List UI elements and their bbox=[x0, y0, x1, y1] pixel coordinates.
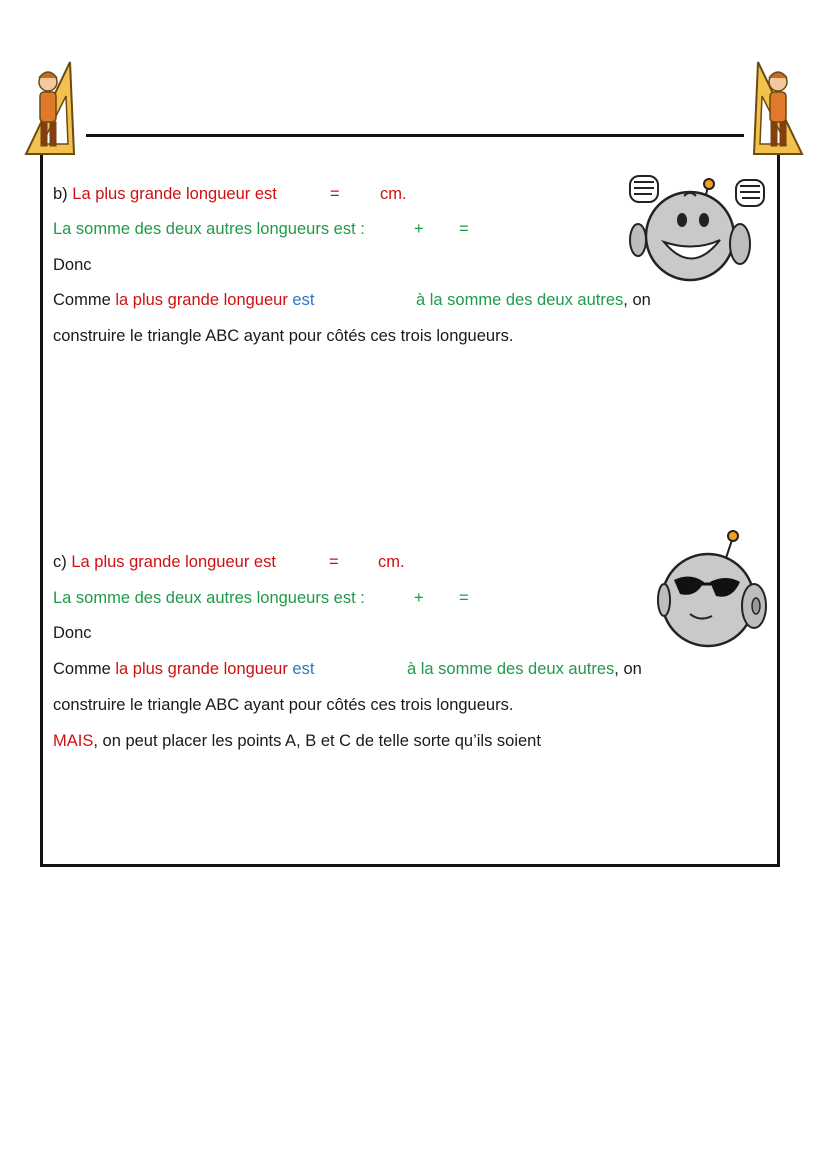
c-prefix: c) bbox=[53, 553, 67, 571]
b-on: , on bbox=[623, 291, 651, 309]
b-comme: Comme bbox=[53, 291, 111, 309]
b-construct-line: construire le triangle ABC ayant pour côtés ces trois longueurs. bbox=[53, 327, 514, 345]
b-est: est bbox=[292, 291, 315, 309]
b-prefix: b) bbox=[53, 185, 68, 203]
cheering-robot-icon bbox=[624, 172, 774, 287]
b-unit: cm. bbox=[380, 185, 407, 203]
c-longest-label: La plus grande longueur est bbox=[71, 553, 276, 571]
b-longest-phrase: la plus grande longueur bbox=[115, 291, 288, 309]
c-comme: Comme bbox=[53, 660, 111, 678]
c-unit: cm. bbox=[378, 553, 405, 571]
b-sum-phrase: à la somme des deux autres bbox=[416, 291, 624, 309]
b-donc: Donc bbox=[53, 256, 92, 274]
c-sum-phrase: à la somme des deux autres bbox=[407, 660, 615, 678]
b-longest-line bbox=[53, 184, 277, 204]
b-plus: + bbox=[414, 220, 424, 238]
sunglasses-robot-icon bbox=[656, 528, 771, 650]
c-longest-phrase: la plus grande longueur bbox=[115, 660, 288, 678]
b-equals: = bbox=[330, 185, 340, 203]
c-mais-rest: , on peut placer les points A, B et C de telle sorte qu’ils soient bbox=[93, 732, 541, 750]
b-sum-phrase-line bbox=[416, 290, 651, 310]
c-est: est bbox=[292, 660, 315, 678]
triangle-ruler-character-icon bbox=[22, 58, 80, 158]
b-longest-label: La plus grande longueur est bbox=[72, 185, 277, 203]
c-mais-line bbox=[53, 731, 541, 751]
b-sum-equals: = bbox=[459, 220, 469, 238]
c-comme-line bbox=[53, 659, 314, 679]
c-mais: MAIS bbox=[53, 732, 94, 750]
c-plus: + bbox=[414, 589, 424, 607]
b-comme-line bbox=[53, 290, 314, 310]
b-sum-label: La somme des deux autres longueurs est : bbox=[53, 220, 365, 238]
c-construct-line: construire le triangle ABC ayant pour côtés ces trois longueurs. bbox=[53, 696, 514, 714]
c-longest-line bbox=[53, 552, 276, 572]
c-sum-equals: = bbox=[459, 589, 469, 607]
c-equals: = bbox=[329, 553, 339, 571]
c-sum-label: La somme des deux autres longueurs est : bbox=[53, 589, 365, 607]
c-sum-phrase-line bbox=[407, 659, 642, 679]
c-on: , on bbox=[614, 660, 642, 678]
triangle-ruler-character-icon bbox=[748, 58, 806, 158]
c-donc: Donc bbox=[53, 624, 92, 642]
